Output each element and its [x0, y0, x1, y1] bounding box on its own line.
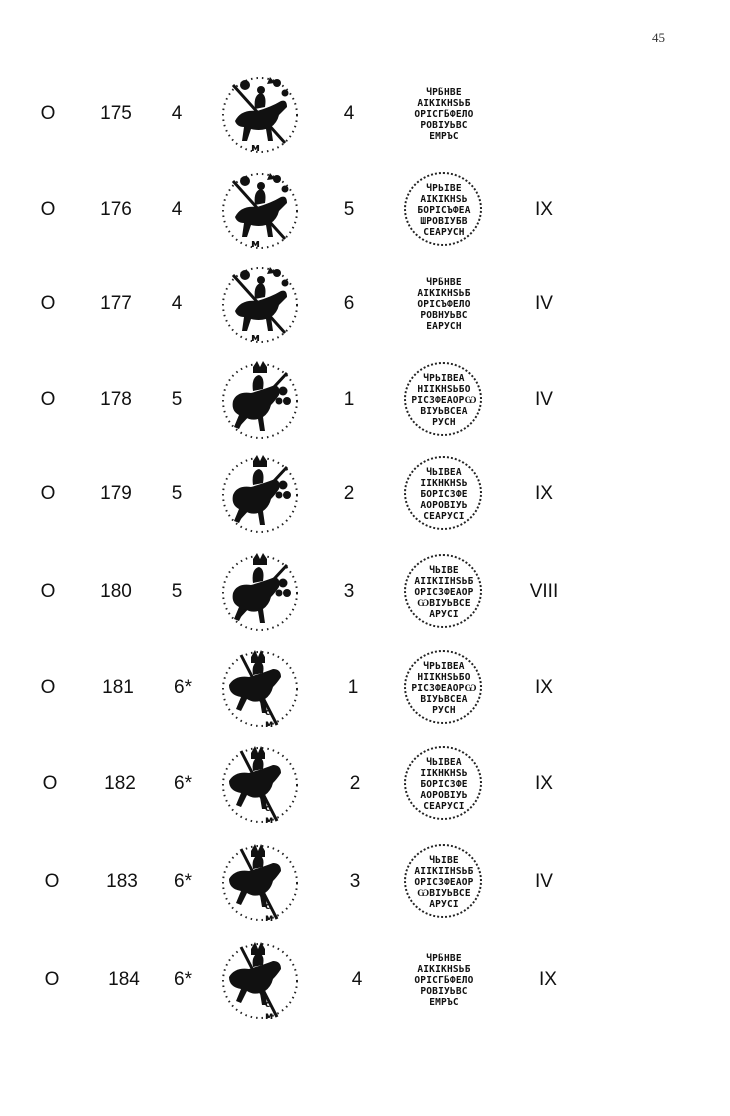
obverse-image	[210, 640, 310, 736]
inscription-line: ШРОВІУБВ	[420, 215, 468, 227]
svg-text:м: м	[265, 815, 274, 826]
catalog-row	[0, 544, 730, 640]
reference-numeral: IV	[535, 293, 553, 314]
inscription-line: ЧРЬІВЕА	[423, 372, 465, 384]
reference-numeral: IX	[539, 969, 557, 990]
reverse-inscription-image	[384, 352, 504, 448]
svg-text:с: с	[259, 890, 265, 900]
inscription-line: СЕАРУСН	[423, 226, 465, 238]
inscription-line: ЧЬІВЕА	[426, 756, 462, 768]
obverse-type: 6*	[174, 677, 192, 698]
svg-text:с: с	[265, 1000, 271, 1010]
inscription-line: НІІКНЅЬБО	[417, 671, 471, 683]
coin-number: 177	[100, 293, 132, 314]
rider-obverse-icon	[215, 451, 305, 537]
coin-number: 180	[100, 581, 132, 602]
inscription-line: РОВІУЬВС	[420, 119, 468, 131]
reverse-type: 1	[347, 677, 359, 698]
inscription-line: АРУСІ	[429, 608, 459, 620]
inscription-line: АОРОВІУЬ	[420, 499, 468, 511]
obverse-type: 5	[171, 389, 183, 410]
rider-obverse-icon	[215, 741, 305, 827]
inscription-line: ВІУЬВСЕА	[420, 693, 468, 705]
inscription-line: АОРОВІУЬ	[420, 789, 468, 801]
obverse-image	[210, 446, 310, 542]
reverse-inscription	[392, 744, 496, 824]
rider-obverse-icon	[215, 261, 305, 347]
inscription-line: СЕАРУСІ	[423, 800, 465, 812]
svg-text:с: с	[259, 792, 265, 802]
coin-number: 181	[102, 677, 134, 698]
reverse-inscription	[392, 360, 496, 440]
reverse-inscription	[392, 648, 496, 728]
inscription-line: ЕМРЪС	[429, 996, 459, 1008]
obverse-type: 5	[171, 483, 183, 504]
inscription-line: БОРІСЗФЕ	[420, 488, 468, 500]
coin-number: 176	[100, 199, 132, 220]
inscription-line: ЧРЬІВЕА	[423, 660, 465, 672]
reverse-inscription-image	[384, 544, 504, 640]
inscription-line: РУСН	[432, 704, 456, 716]
obverse-image	[210, 834, 310, 930]
reverse-type: 3	[343, 581, 355, 602]
coin-number: 178	[100, 389, 132, 410]
inscription-line: АРУСІ	[429, 898, 459, 910]
rider-obverse-icon	[215, 71, 305, 157]
inscription-line: ІІКНКНЅЬ	[420, 767, 468, 779]
inscription-line: ЕМРЪС	[429, 130, 459, 142]
svg-text:м: м	[265, 719, 274, 730]
reference-numeral: IX	[535, 677, 553, 698]
obverse-type: 6*	[174, 969, 192, 990]
svg-text:м: м	[251, 237, 260, 250]
inscription-line: ОРІСЗФЕАОР	[414, 876, 474, 888]
reverse-inscription-image	[384, 446, 504, 542]
obverse-image	[210, 256, 310, 352]
inscription-line: ОРІСЪФЕЛО	[417, 298, 471, 310]
reverse-type: 3	[349, 871, 361, 892]
reverse-inscription-image	[384, 66, 504, 162]
reverse-inscription-text	[414, 87, 473, 142]
inscription-line: ЧЬІВЕА	[426, 466, 462, 478]
inscription-line: НІІКНЅЬБО	[417, 383, 471, 395]
series-letter: O	[42, 773, 58, 794]
page-number: 45	[652, 30, 665, 45]
inscription-line: РОВІУЬВС	[420, 985, 468, 997]
inscription-line: ЧРЬІВЕ	[426, 182, 462, 194]
catalog-row	[0, 446, 730, 542]
series-letter: O	[40, 389, 56, 410]
reverse-inscription-text	[417, 183, 470, 238]
inscription-line: ЧР̃ЬНВЕ	[426, 952, 462, 964]
reverse-inscription-text	[414, 565, 473, 620]
inscription-line: АІКІКНЅЬ	[420, 193, 468, 205]
series-letter: O	[40, 581, 56, 602]
inscription-line: ЧР̃ЬНВЕ	[426, 86, 462, 98]
inscription-line: СЕАРУСІ	[423, 510, 465, 522]
reverse-inscription-text	[417, 277, 470, 332]
svg-text:м: м	[265, 913, 274, 924]
inscription-line: ЕАРУСН	[426, 320, 462, 332]
svg-text:м: м	[251, 141, 260, 154]
reverse-inscription-image	[384, 834, 504, 930]
reverse-inscription	[392, 170, 496, 250]
coin-number: 183	[106, 871, 138, 892]
inscription-line: РОВНУЬВС	[420, 309, 468, 321]
catalog-row	[0, 736, 730, 832]
reference-numeral: IX	[535, 199, 553, 220]
reference-numeral	[514, 66, 574, 162]
coin-number: 175	[100, 103, 132, 124]
obverse-image	[210, 932, 310, 1028]
reverse-inscription-text	[411, 661, 476, 716]
catalog-row	[0, 162, 730, 258]
catalog-row	[0, 256, 730, 352]
obverse-image	[210, 544, 310, 640]
catalog-row	[0, 640, 730, 736]
reverse-type: 2	[343, 483, 355, 504]
obverse-type: 6*	[174, 773, 192, 794]
reverse-type: 4	[351, 969, 363, 990]
svg-text:с: с	[265, 708, 271, 718]
series-letter: O	[44, 871, 60, 892]
inscription-line: АІІКІІНЅЬБ	[414, 865, 474, 877]
catalog-row	[0, 834, 730, 930]
series-letter: O	[40, 293, 56, 314]
rider-obverse-icon	[215, 549, 305, 635]
reverse-inscription	[392, 454, 496, 534]
reverse-inscription	[392, 552, 496, 632]
catalog-row	[0, 66, 730, 162]
obverse-image	[210, 352, 310, 448]
reverse-inscription-text	[420, 467, 467, 522]
inscription-line: ѠВІУЬВСЕ	[417, 887, 471, 899]
inscription-line: ѠВІУЬВСЕ	[417, 597, 471, 609]
svg-text:с: с	[259, 696, 265, 706]
svg-text:с: с	[265, 804, 271, 814]
reverse-inscription	[392, 940, 496, 1020]
inscription-line: РІСЗФЕАОРѠ	[411, 682, 477, 694]
inscription-line: АІКІКНЅЬБ	[417, 963, 471, 975]
series-letter: O	[40, 483, 56, 504]
coin-number: 184	[108, 969, 140, 990]
reverse-type: 1	[343, 389, 355, 410]
coin-number: 182	[104, 773, 136, 794]
inscription-line: АІКІКНЅЬБ	[417, 97, 471, 109]
reverse-type: 5	[343, 199, 355, 220]
inscription-line: АІКІКНЅЬБ	[417, 287, 471, 299]
reverse-inscription-text	[420, 757, 467, 812]
catalog-row	[0, 352, 730, 448]
obverse-type: 4	[171, 293, 183, 314]
inscription-line: РУСН	[432, 416, 456, 428]
inscription-line: БОРІСЗФЕ	[420, 778, 468, 790]
obverse-image	[210, 162, 310, 258]
inscription-line: ВІУЬВСЕА	[420, 405, 468, 417]
reference-numeral: IX	[535, 773, 553, 794]
rider-obverse-icon	[215, 167, 305, 253]
reference-numeral: IX	[535, 483, 553, 504]
inscription-line: ЧР̃ЬНВЕ	[426, 276, 462, 288]
inscription-line: ІІКНКНЅЬ	[420, 477, 468, 489]
rider-obverse-icon	[215, 645, 305, 731]
reverse-inscription-image	[384, 640, 504, 736]
reference-numeral: VIII	[529, 581, 559, 602]
catalog-row	[0, 932, 730, 1028]
rider-obverse-icon	[215, 937, 305, 1023]
reverse-inscription-image	[384, 162, 504, 258]
reverse-inscription-text	[414, 855, 473, 910]
inscription-line: ОРІСГ̃ЬФЕЛО	[414, 974, 474, 986]
inscription-line: ОРІСГ̃ЬФЕЛО	[414, 108, 474, 120]
inscription-line: ЧЬІВЕ	[429, 854, 459, 866]
series-letter: O	[40, 677, 56, 698]
obverse-image	[210, 66, 310, 162]
svg-text:м: м	[251, 331, 260, 344]
rider-obverse-icon	[215, 357, 305, 443]
reverse-inscription	[392, 842, 496, 922]
reverse-inscription-text	[411, 373, 476, 428]
reverse-inscription-text	[414, 953, 473, 1008]
reverse-type: 6	[343, 293, 355, 314]
series-letter: O	[44, 969, 60, 990]
reverse-type: 2	[349, 773, 361, 794]
obverse-image	[210, 736, 310, 832]
svg-text:с: с	[265, 902, 271, 912]
reference-numeral: IV	[535, 871, 553, 892]
reverse-inscription-image	[384, 256, 504, 352]
reverse-inscription-image	[384, 932, 504, 1028]
reverse-inscription	[392, 74, 496, 154]
obverse-type: 5	[171, 581, 183, 602]
reference-numeral: IV	[535, 389, 553, 410]
series-letter: O	[40, 199, 56, 220]
series-letter: O	[40, 103, 56, 124]
obverse-type: 6*	[174, 871, 192, 892]
reverse-inscription	[392, 264, 496, 344]
inscription-line: ЧЬІВЕ	[429, 564, 459, 576]
reverse-inscription-image	[384, 736, 504, 832]
obverse-type: 4	[171, 199, 183, 220]
reverse-type: 4	[343, 103, 355, 124]
coin-number: 179	[100, 483, 132, 504]
obverse-type: 4	[171, 103, 183, 124]
inscription-line: АІІКІІНЅЬБ	[414, 575, 474, 587]
inscription-line: РІСЗФЕАОРѠ	[411, 394, 477, 406]
svg-text:м: м	[265, 1011, 274, 1022]
inscription-line: ОРІСЗФЕАОР	[414, 586, 474, 598]
rider-obverse-icon	[215, 839, 305, 925]
inscription-line: БОРІСЪФЕА	[417, 204, 471, 216]
svg-text:с: с	[259, 988, 265, 998]
